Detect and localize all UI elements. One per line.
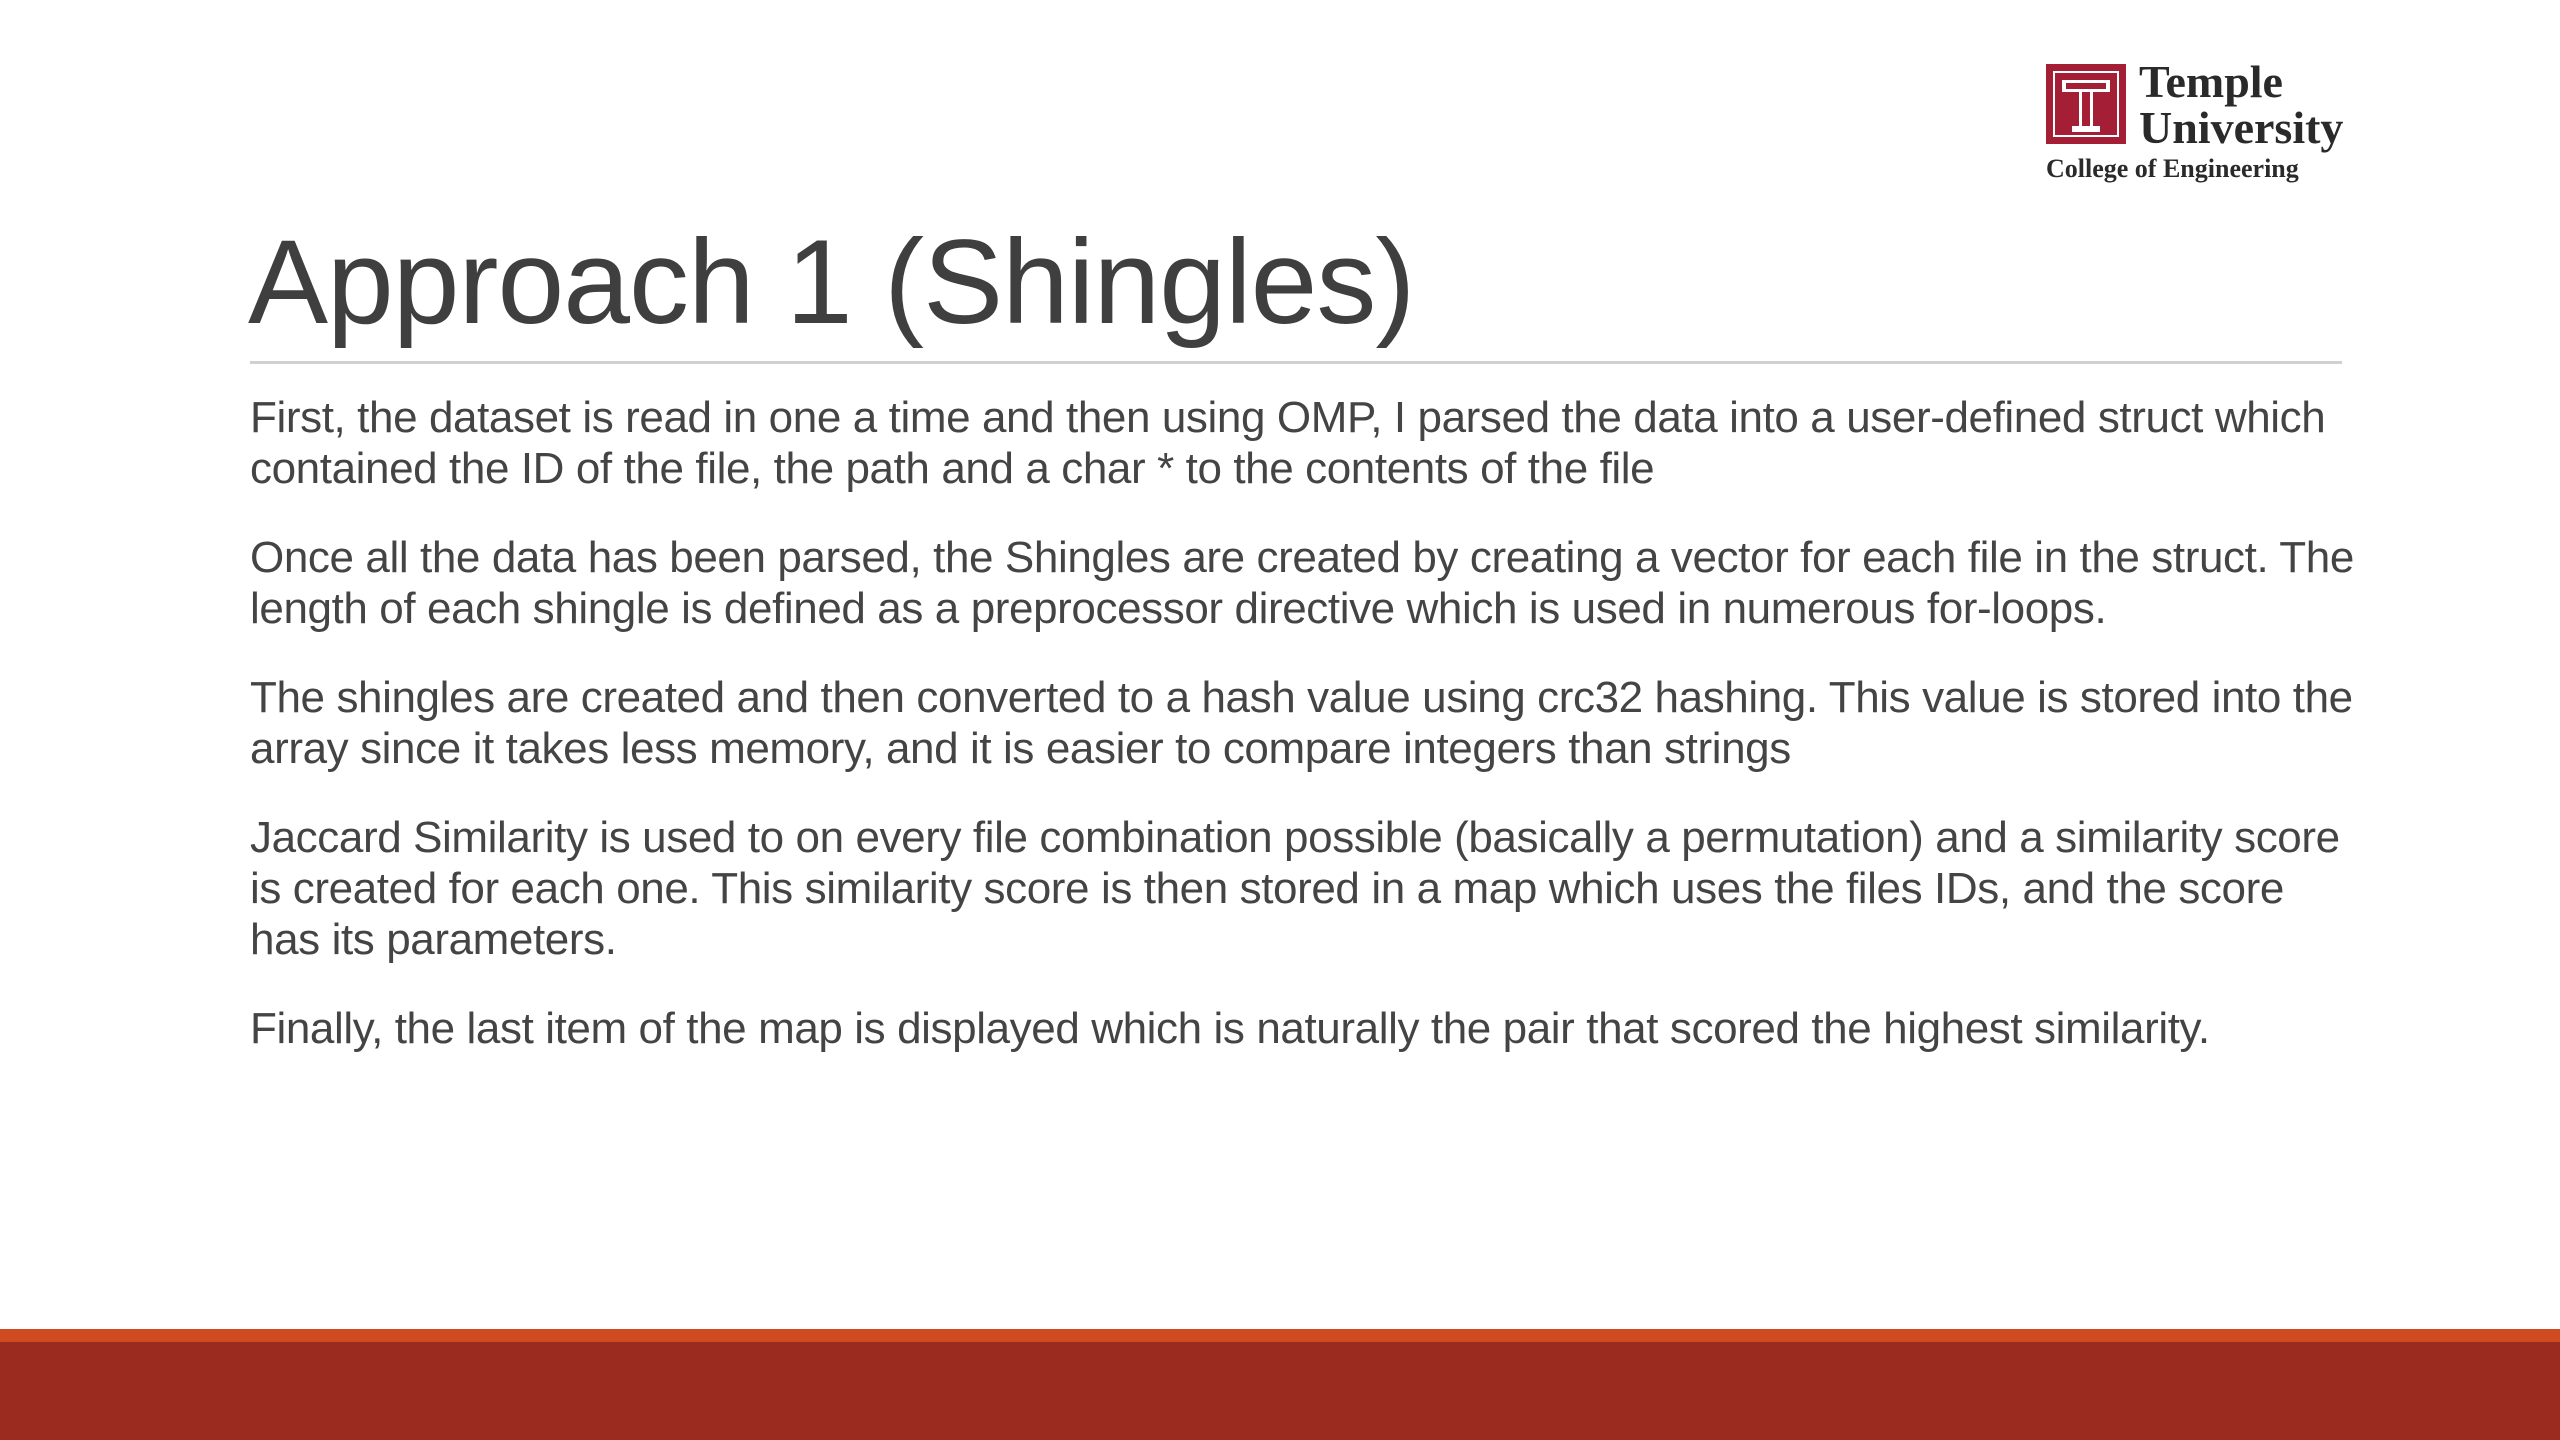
logo-wordmark-line2: University bbox=[2139, 102, 2344, 153]
logo-wordmark-line1: Temple bbox=[2139, 56, 2283, 107]
paragraph-3: The shingles are created and then converted to a hash value using crc32 hashing. This value is stored into the array since it takes less memory, and it is easier to compare integers than strings bbox=[250, 673, 2353, 773]
temple-university-logo bbox=[2044, 58, 2374, 188]
title-divider bbox=[250, 361, 2342, 364]
paragraph-4: Jaccard Similarity is used to on every file combination possible (basically a permutation) and a similarity score is created for each one. This similarity score is then stored in a map which uses the files IDs, and the score has its parameters. bbox=[250, 813, 2340, 964]
paragraph-5: Finally, the last item of the map is displayed which is naturally the pair that scored the highest similarity. bbox=[250, 1004, 2210, 1053]
temple-t-icon bbox=[2046, 64, 2126, 144]
logo-subtitle: College of Engineering bbox=[2046, 154, 2299, 183]
footer-accent-stripe bbox=[0, 1329, 2560, 1342]
paragraph-1: First, the dataset is read in one a time and then using OMP, I parsed the data into a user-defined struct which contained the ID of the file, the path and a char * to the contents of the file bbox=[250, 393, 2326, 493]
slide-title: Approach 1 (Shingles) bbox=[248, 215, 1415, 349]
paragraph-2: Once all the data has been parsed, the Shingles are created by creating a vector for each file in the struct. The length of each shingle is defined as a preprocessor directive which is used in numerous for-loops. bbox=[250, 533, 2354, 633]
footer-band bbox=[0, 1342, 2560, 1440]
slide-body bbox=[250, 392, 2360, 1092]
